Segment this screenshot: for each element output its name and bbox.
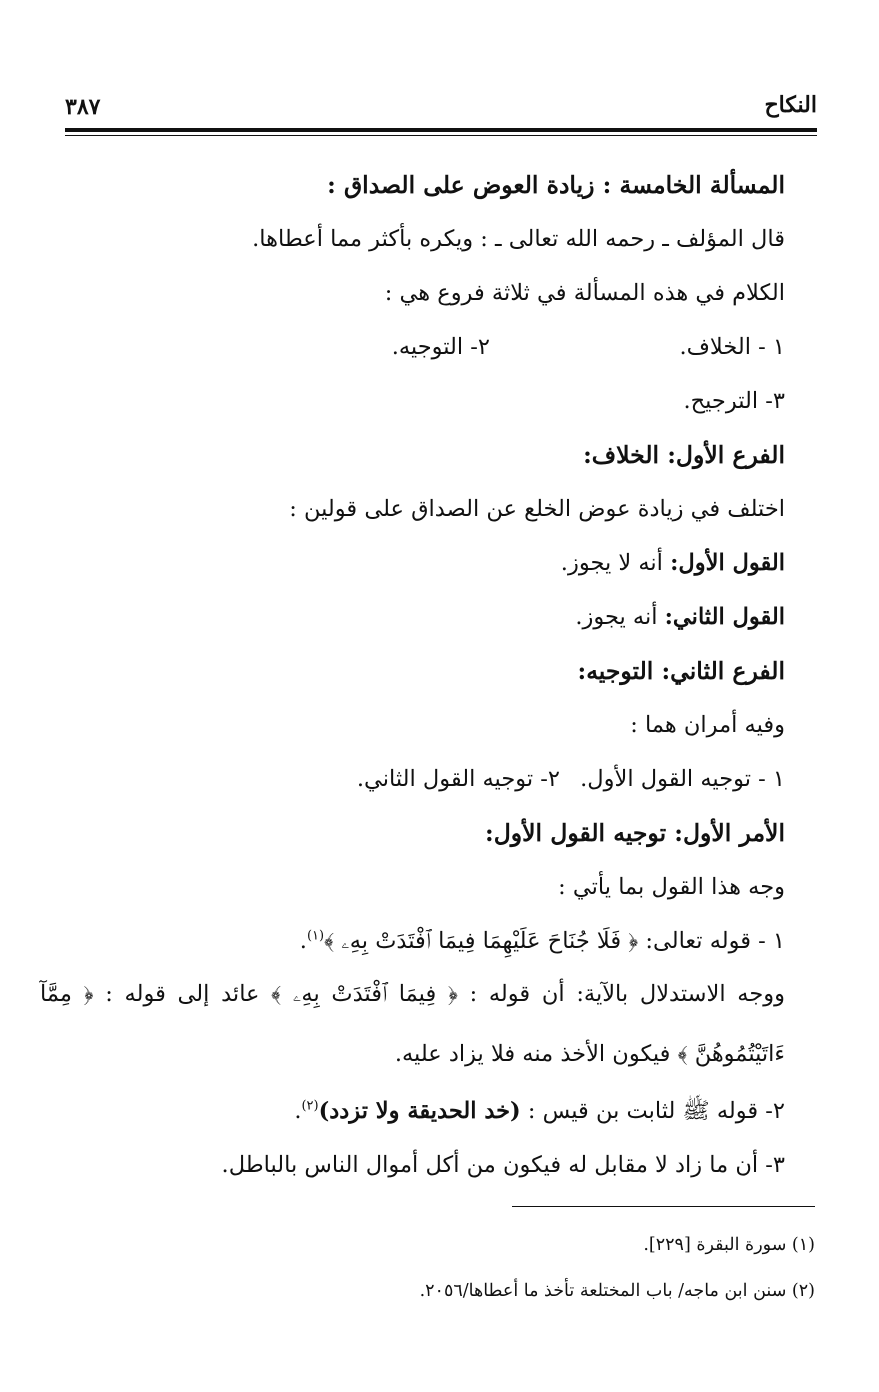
matter-item: ١ - توجيه القول الأول. bbox=[580, 766, 785, 792]
dispute-paragraph: اختلف في زيادة عوض الخلع عن الصداق على قولين : bbox=[289, 496, 785, 522]
branch-list-row bbox=[40, 320, 785, 374]
reason-1: ١ - قوله تعالى: ﴿ فَلَا جُنَاحَ عَلَيْهِمَا فِيمَا ٱفْتَدَتْ بِهِۦ ﴾$^{(١)}$. bbox=[299, 928, 785, 954]
main-text bbox=[40, 158, 785, 1192]
issue-heading: المسألة الخامسة : زيادة العوض على الصداق : bbox=[327, 171, 785, 199]
two-matters-intro: وفيه أمران هما : bbox=[630, 712, 785, 738]
hadith-quote: (خد الحديقة ولا تزدد) bbox=[318, 1098, 521, 1124]
footnote: (١) سورة البقرة [٢٢٩]. bbox=[643, 1235, 815, 1255]
opinion-1-label: القول الأول: bbox=[670, 550, 785, 576]
branch2-heading: الفرع الثاني: التوجيه: bbox=[577, 657, 785, 685]
branch-item: ٣- الترجيح. bbox=[683, 388, 785, 414]
reason-2: ٢- قوله ﷺ لثابت بن قيس : (خد الحديقة ولا تزدد)$^{(٢)}$. bbox=[294, 1098, 785, 1124]
opinion-1 bbox=[40, 536, 785, 590]
footnote: (٢) سنن ابن ماجه/ باب المختلعة تأخذ ما أعطاها/٢٠٥٦. bbox=[419, 1281, 815, 1301]
intro-paragraph: الكلام في هذه المسألة في ثلاثة فروع هي : bbox=[384, 280, 785, 306]
header-rule-thin bbox=[65, 135, 817, 136]
reasons-intro: وجه هذا القول بما يأتي : bbox=[558, 874, 785, 900]
page-number: ٣٨٧ bbox=[65, 94, 101, 120]
running-title: النكاح bbox=[764, 92, 817, 118]
matter-item: ٢- توجيه القول الثاني. bbox=[356, 766, 560, 792]
header-rule-thick bbox=[65, 128, 817, 132]
branch-item: ١ - الخلاف. bbox=[679, 334, 785, 360]
reason-3: ٣- أن ما زاد لا مقابل له فيكون من أكل أموال الناس بالباطل. bbox=[221, 1152, 785, 1178]
author-quote: قال المؤلف ـ رحمه الله تعالى ـ : ويكره بأكثر مما أعطاها. bbox=[252, 226, 785, 252]
evidence-paragraph: ووجه الاستدلال بالآية: أن قوله : ﴿ فِيمَا ٱفْتَدَتْ بِهِۦ ﴾ عائد إلى قوله : ﴿ مِمَّآ ءَاتَيْتُمُوهُنَّ ﴾ فيكون الأخذ منه فلا يزاد عليه. bbox=[40, 981, 785, 1067]
matter1-heading: الأمر الأول: توجيه القول الأول: bbox=[485, 819, 785, 847]
matter-list-row bbox=[40, 752, 785, 806]
quran-verse: ﴿ فَلَا جُنَاحَ عَلَيْهِمَا فِيمَا ٱفْتَدَتْ بِهِۦ ﴾ bbox=[324, 928, 639, 954]
page-header bbox=[65, 92, 817, 126]
footnotes bbox=[100, 1222, 815, 1314]
opinion-2-label: القول الثاني: bbox=[664, 604, 785, 630]
opinion-2-text: أنه يجوز. bbox=[575, 604, 658, 630]
reason-2-prefix: ٢- قوله ﷺ لثابت بن قيس : bbox=[527, 1098, 785, 1124]
branch1-heading: الفرع الأول: الخلاف: bbox=[583, 441, 785, 469]
footnote-ref-1: (١) bbox=[306, 928, 325, 944]
footnote-ref-2: (٢) bbox=[301, 1098, 319, 1114]
opinion-1-text: أنه لا يجوز. bbox=[560, 550, 663, 576]
reason-1-prefix: ١ - قوله تعالى: bbox=[645, 928, 785, 954]
opinion-2 bbox=[40, 590, 785, 644]
footnote-separator bbox=[512, 1206, 815, 1207]
branch-item: ٢- التوجيه. bbox=[391, 334, 490, 360]
